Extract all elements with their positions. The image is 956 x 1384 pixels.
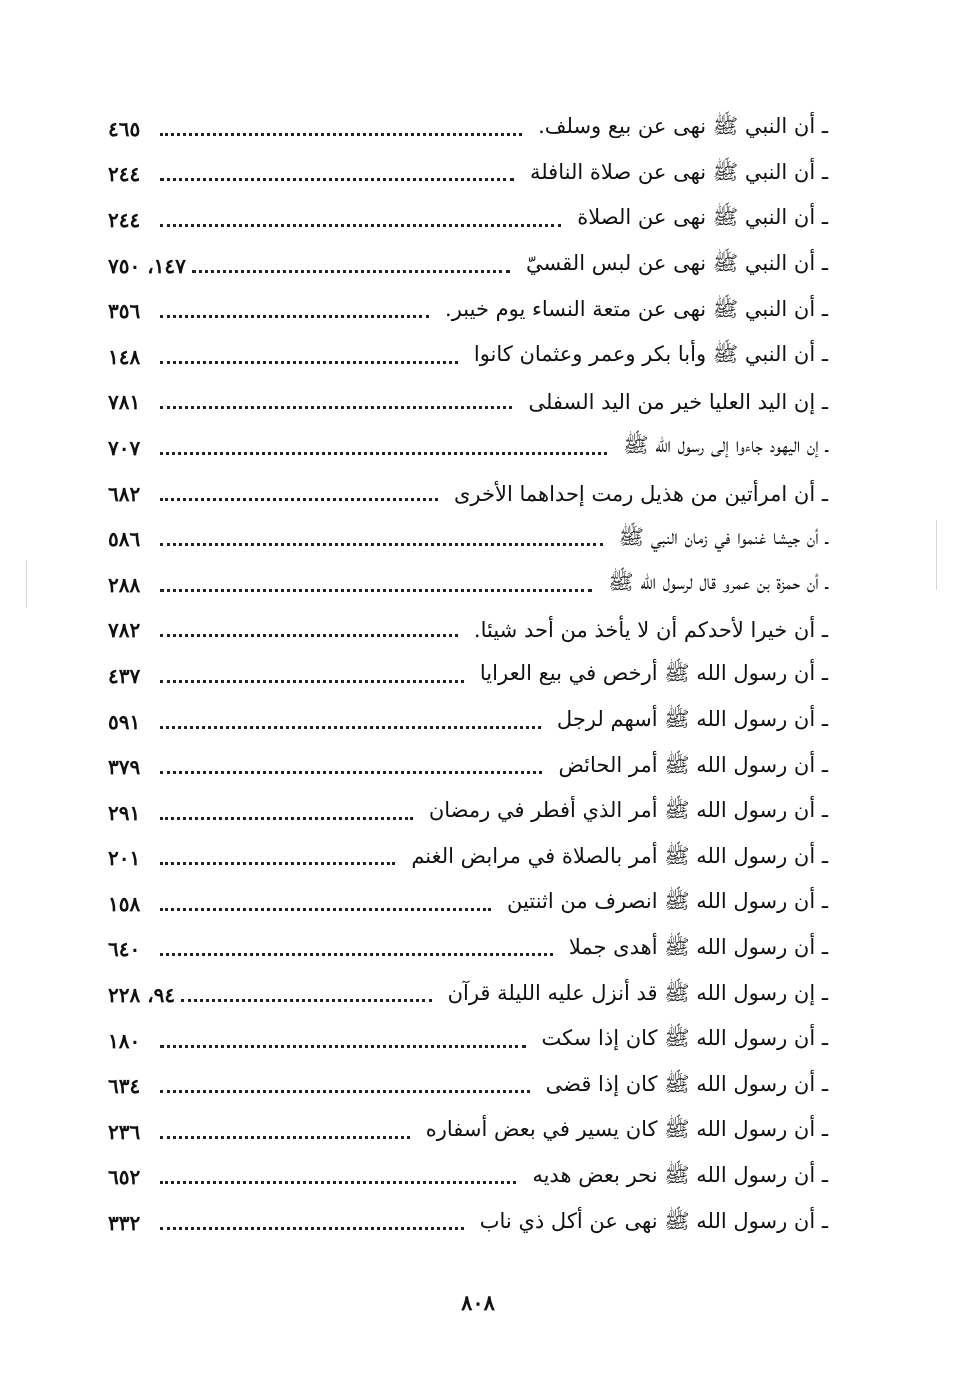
- entry-text: ـ أن رسول الله ﷺ أرخص في بيع العرايا: [479, 661, 828, 686]
- dot-leader: [160, 725, 541, 729]
- dot-leader: [160, 405, 512, 409]
- dot-leader: [160, 177, 514, 181]
- index-entry: [108, 243, 828, 289]
- hadith-index-list: [108, 106, 828, 1246]
- dot-leader: [160, 816, 413, 820]
- entry-text: ـ أن النبي ﷺ نهى عن الصلاة: [577, 205, 828, 230]
- index-entry: [108, 1063, 828, 1109]
- entry-page-numbers: ٢٤٤: [108, 207, 141, 232]
- entry-page-numbers: ٢٤٤: [108, 162, 141, 187]
- index-entry: [108, 1109, 828, 1155]
- entry-text: ـ أن رسول الله ﷺ أمر الذي أفطر في رمضان: [428, 798, 828, 823]
- index-entry: [108, 1018, 828, 1064]
- entry-text: ـ إن رسول الله ﷺ قد أنزل عليه الليلة قرآن: [447, 980, 828, 1005]
- entry-page-numbers: ٦٨٢: [108, 481, 141, 506]
- entry-page-numbers: ٦٤٠: [108, 937, 141, 962]
- dot-leader: [160, 633, 458, 637]
- entry-page-numbers: ٣٣٢: [108, 1211, 141, 1236]
- entry-text: ـ أن رسول الله ﷺ أسهم لرجل: [556, 707, 828, 732]
- entry-page-numbers: ٢٠١: [108, 846, 141, 871]
- index-entry: [108, 1200, 828, 1246]
- index-entry: [108, 152, 828, 198]
- edge-mark-right: [936, 520, 937, 590]
- entry-text: ـ أن امرأتين من هذيل رمت إحداهما الأخرى: [453, 481, 828, 506]
- entry-page-numbers: ٣٥٦: [108, 299, 141, 324]
- entry-text: ـ أن رسول الله ﷺ نحر بعض هديه: [532, 1162, 828, 1187]
- entry-text: ـ أن رسول الله ﷺ كان إذا سكت: [541, 1026, 828, 1051]
- entry-page-numbers: ٤٦٥: [108, 116, 141, 141]
- entry-text: ـ أن رسول الله ﷺ نهى عن أكل ذي ناب: [479, 1208, 828, 1233]
- entry-text: ـ أن النبي ﷺ وأبا بكر وعمر وعثمان كانوا: [473, 342, 828, 367]
- entry-page-numbers: ١٥٨: [108, 891, 141, 916]
- dot-leader: [160, 861, 395, 865]
- entry-text: ـ أن النبي ﷺ نهى عن لبس القسيّ: [525, 251, 828, 276]
- entry-page-numbers: ١٨٠: [108, 1028, 141, 1053]
- page-number: ٨٠٨: [461, 1290, 495, 1315]
- entry-page-numbers: ٧٠٧: [108, 435, 141, 460]
- dot-leader: [160, 132, 522, 136]
- dot-leader: [160, 1180, 516, 1184]
- entry-page-numbers: ٦٥٢: [108, 1165, 141, 1190]
- entry-text: ـ أن رسول الله ﷺ كان إذا قضى: [545, 1071, 828, 1096]
- index-entry: [108, 744, 828, 790]
- index-entry: [108, 699, 828, 745]
- index-entry: [108, 471, 828, 517]
- index-entry: [108, 972, 828, 1018]
- entry-text: ـ أن النبي ﷺ نهى عن متعة النساء يوم خيبر.: [445, 296, 828, 321]
- index-entry: [108, 836, 828, 882]
- dot-leader: [160, 588, 592, 592]
- dot-leader: [160, 679, 464, 683]
- entry-page-numbers: ٧٨١: [108, 390, 141, 415]
- entry-text: ـ أن رسول الله ﷺ أهدى جملا: [568, 934, 828, 959]
- entry-page-numbers: ٢٣٦: [108, 1119, 141, 1144]
- dot-leader: [181, 998, 431, 1002]
- entry-page-numbers: ٥٩١: [108, 709, 141, 734]
- index-entry: [108, 380, 828, 426]
- index-entry: [108, 653, 828, 699]
- index-entry: [108, 927, 828, 973]
- dot-leader: [160, 314, 429, 318]
- index-entry: [108, 197, 828, 243]
- entry-page-numbers: ٦٣٤: [108, 1074, 141, 1099]
- entry-text: ـ أن النبي ﷺ نهى عن بيع وسلف.: [538, 114, 828, 139]
- index-entry: [108, 881, 828, 927]
- entry-text: ـ أن حمزة بن عمرو قال لرسول الله ﷺ: [608, 570, 828, 595]
- edge-mark-left: [26, 560, 27, 608]
- index-entry: [108, 425, 828, 471]
- dot-leader: [160, 1135, 410, 1139]
- index-entry: [108, 106, 828, 152]
- dot-leader: [160, 952, 553, 956]
- entry-text: ـ أن رسول الله ﷺ انصرف من اثنتين: [507, 889, 828, 914]
- entry-text: ـ أن النبي ﷺ نهى عن صلاة النافلة: [529, 159, 828, 184]
- entry-page-numbers: ٢٩١: [108, 800, 141, 825]
- entry-text: ـ أن خيرا لأحدكم أن لا يأخذ من أحد شيئا.: [473, 618, 828, 643]
- index-entry: [108, 1155, 828, 1201]
- entry-text: ـ إن اليهود جاءوا إلى رسول الله ﷺ: [623, 433, 828, 458]
- entry-page-numbers: ٩٤، ٢٢٨: [108, 983, 176, 1008]
- entry-text: ـ إن اليد العليا خير من اليد السفلى: [528, 390, 828, 415]
- entry-text: ـ أن رسول الله ﷺ أمر الحائض: [558, 752, 828, 777]
- entry-text: ـ أن رسول الله ﷺ كان يسير في بعض أسفاره: [425, 1117, 828, 1142]
- entry-page-numbers: ١٤٨: [108, 344, 141, 369]
- dot-leader: [160, 223, 561, 227]
- entry-page-numbers: ٢٨٨: [108, 572, 141, 597]
- index-entry: [108, 790, 828, 836]
- dot-leader: [160, 770, 542, 774]
- entry-page-numbers: ٣٧٩: [108, 755, 141, 780]
- dot-leader: [160, 1044, 526, 1048]
- entry-page-numbers: ٤٣٧: [108, 663, 141, 688]
- dot-leader: [192, 269, 510, 273]
- index-entry: [108, 608, 828, 654]
- dot-leader: [160, 360, 458, 364]
- index-entry: [108, 288, 828, 334]
- index-entry: [108, 334, 828, 380]
- index-entry: [108, 562, 828, 608]
- dot-leader: [160, 1089, 530, 1093]
- entry-page-numbers: ٥٨٦: [108, 527, 141, 552]
- dot-leader: [160, 451, 607, 455]
- dot-leader: [160, 907, 491, 911]
- index-entry: [108, 516, 828, 562]
- dot-leader: [160, 1226, 464, 1230]
- dot-leader: [160, 542, 603, 546]
- entry-page-numbers: ١٤٧، ٧٥٠: [108, 253, 186, 278]
- entry-text: ـ أن رسول الله ﷺ أمر بالصلاة في مرابض الغنم: [411, 843, 828, 868]
- entry-text: ـ أن جيشا غنموا في زمان النبي ﷺ: [618, 524, 828, 549]
- entry-page-numbers: ٧٨٢: [108, 618, 141, 643]
- dot-leader: [160, 497, 438, 501]
